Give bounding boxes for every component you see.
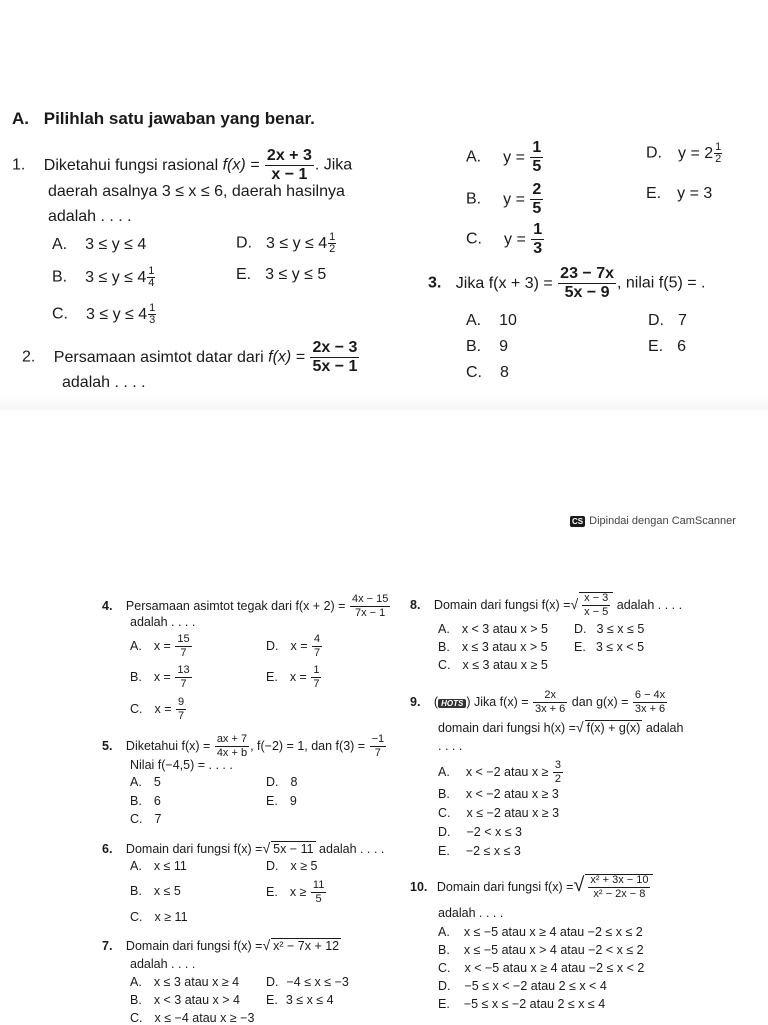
q7-option-a: A. x ≤ 3 atau x ≥ 4 [130, 975, 240, 989]
q9-option-e: E. −2 ≤ x ≤ 3 [438, 844, 521, 858]
q1-option-e: E. 3 ≤ y ≤ 5 [236, 266, 327, 283]
q8-option-e: E. 3 ≤ x < 5 [574, 640, 645, 654]
question-4: 4. Persamaan asimtot tegak dari f(x + 2) = $\frac{4x - 15}{7x - 1}$ [102, 593, 389, 619]
q9-option-a: A. x < −2 atau x ≥ $\frac{3}{2}$ [438, 759, 562, 785]
q5-option-a: A. 5 [130, 775, 161, 789]
q2-line2: adalah . . . . [62, 374, 146, 391]
q3-fraction: $\frac{23 - 7x}{5x - 9}$ [560, 265, 614, 301]
q1-option-d: D. 3 ≤ y ≤ 4 $\frac{1}{2}$ [236, 231, 336, 255]
q10-line2: adalah . . . . [438, 906, 504, 920]
q3-option-a: A. 10 [466, 312, 517, 329]
q5-option-b: B. 6 [130, 794, 161, 808]
q3-option-b: B. 9 [466, 338, 509, 355]
question-9: 9. ( HOTS ) Jika f(x) = $\frac{2x}{3x + 6}$ dan g(x) = $\frac{6 - 4x}{3x + 6}$ [410, 689, 666, 715]
q1-line3: adalah . . . . [48, 208, 132, 225]
q6-option-c: C. x ≥ 11 [130, 910, 188, 924]
q2-option-b: B. y = $\frac{2}{5}$ [466, 181, 542, 217]
q6-option-a: A. x ≤ 11 [130, 859, 187, 873]
q10-option-e: E. −5 ≤ x ≤ −2 atau 2 ≤ x ≤ 4 [438, 997, 606, 1011]
q4-option-a: A. x = $\frac{15}{7}$ [130, 633, 190, 659]
q10-option-b: B. x ≤ −5 atau x > 4 atau −2 < x ≤ 2 [438, 943, 644, 957]
q2-fraction: $\frac{2x - 3}{5x - 1}$ [312, 339, 358, 375]
question-10: 10. Domain dari fungsi f(x) =√ $\frac{\text{x² + 3x − 10}}{\text{x² − 2x − 8}}$ [410, 874, 653, 900]
q7-line2: adalah . . . . [130, 957, 196, 971]
q10-option-c: C. x < −5 atau x ≥ 4 atau −2 ≤ x < 2 [438, 961, 645, 975]
question-8: 8. Domain dari fungsi f(x) =√ $\frac{x - 3}{x - 5}$ adalah . . . . [410, 592, 683, 618]
question-7: 7. Domain dari fungsi f(x) =√ x² − 7x + 12 [102, 937, 340, 953]
q5-line2: Nilai f(−4,5) = . . . . [130, 758, 233, 772]
q5-option-e: E. 9 [266, 794, 297, 808]
camscanner-watermark: CS Dipindai dengan CamScanner [572, 515, 736, 527]
hots-badge: HOTS [438, 699, 466, 708]
question-1: 1. Diketahui fungsi rasional f(x) = $\frac{2x + 3}{x - 1}$ . Jika [12, 147, 353, 183]
q6-option-e: E. x ≥ $\frac{11}{5}$ [266, 879, 325, 905]
page-gap [0, 410, 768, 500]
q3-option-c: C. 8 [466, 364, 509, 381]
q6-option-d: D. x ≥ 5 [266, 859, 318, 873]
q2-option-c: C. y = $\frac{1}{3}$ [466, 221, 543, 257]
q9-line2: domain dari fungsi h(x) =√ f(x) + g(x) adalah [438, 719, 684, 735]
question-3: 3. Jika f(x + 3) = $\frac{23 - 7x}{5x - 9}$ , nilai f(5) = . [428, 265, 706, 301]
q5-option-d: D. 8 [266, 775, 298, 789]
q8-option-c: C. x ≤ 3 atau x ≥ 5 [438, 658, 548, 672]
q3-option-d: D. 7 [648, 312, 687, 329]
q9-option-d: D. −2 < x ≤ 3 [438, 825, 523, 839]
q2-option-d: D. y = 2 $\frac{1}{2}$ [646, 141, 722, 165]
q1-option-a: A. 3 ≤ y ≤ 4 [52, 236, 147, 253]
camscanner-icon: CS [572, 516, 584, 526]
q6-option-b: B. x ≤ 5 [130, 884, 181, 898]
q4-option-c: C. x = $\frac{9}{7}$ [130, 696, 185, 722]
section-heading: A. Pilihlah satu jawaban yang benar. [12, 109, 315, 128]
q4-option-e: E. x = $\frac{1}{7}$ [266, 664, 320, 690]
q2-option-e: E. y = 3 [646, 185, 713, 202]
q1-line2: daerah asalnya 3 ≤ x ≤ 6, daerah hasilnya [48, 183, 345, 200]
question-5: 5. Diketahui f(x) = $\frac{ax + 7}{4x + b}$ , f(−2) = 1, dan f(3) = $\frac{-1}{7}$ [102, 733, 385, 759]
q8-option-a: A. x < 3 atau x > 5 [438, 622, 548, 636]
q7-option-c: C. x ≤ −4 atau x ≥ −3 [130, 1011, 255, 1025]
q4-line2: adalah . . . . [130, 615, 196, 629]
q7-option-d: D. −4 ≤ x ≤ −3 [266, 975, 349, 989]
q9-option-b: B. x < −2 atau x ≥ 3 [438, 787, 559, 801]
q10-option-a: A. x ≤ −5 atau x ≥ 4 atau −2 ≤ x ≤ 2 [438, 925, 643, 939]
q10-option-d: D. −5 ≤ x < −2 atau 2 ≤ x < 4 [438, 979, 607, 993]
q1-fraction: $\frac{2x + 3}{x - 1}$ [266, 147, 312, 183]
q9-line3: . . . . [438, 739, 463, 753]
question-6: 6. Domain dari fungsi f(x) =√ 5x − 11 adalah . . . . [102, 840, 385, 856]
q1-option-b: B. 3 ≤ y ≤ 4 $\frac{1}{4}$ [52, 265, 155, 289]
q8-option-b: B. x ≤ 3 atau x > 5 [438, 640, 548, 654]
q4-option-b: B. x = $\frac{13}{7}$ [130, 664, 190, 690]
q7-option-e: E. 3 ≤ x ≤ 4 [266, 993, 334, 1007]
q5-option-c: C. 7 [130, 812, 162, 826]
q1-option-c: C. 3 ≤ y ≤ 4 $\frac{1}{3}$ [52, 302, 156, 326]
q9-option-c: C. x ≤ −2 atau x ≥ 3 [438, 806, 560, 820]
q7-option-b: B. x < 3 atau x > 4 [130, 993, 240, 1007]
q8-option-d: D. 3 ≤ x ≤ 5 [574, 622, 645, 636]
q3-option-e: E. 6 [648, 338, 687, 355]
question-2: 2. Persamaan asimtot datar dari f(x) = $\frac{2x - 3}{5x - 1}$ [22, 339, 358, 375]
q2-option-a: A. y = $\frac{1}{5}$ [466, 139, 542, 175]
q4-option-d: D. x = $\frac{4}{7}$ [266, 633, 321, 659]
